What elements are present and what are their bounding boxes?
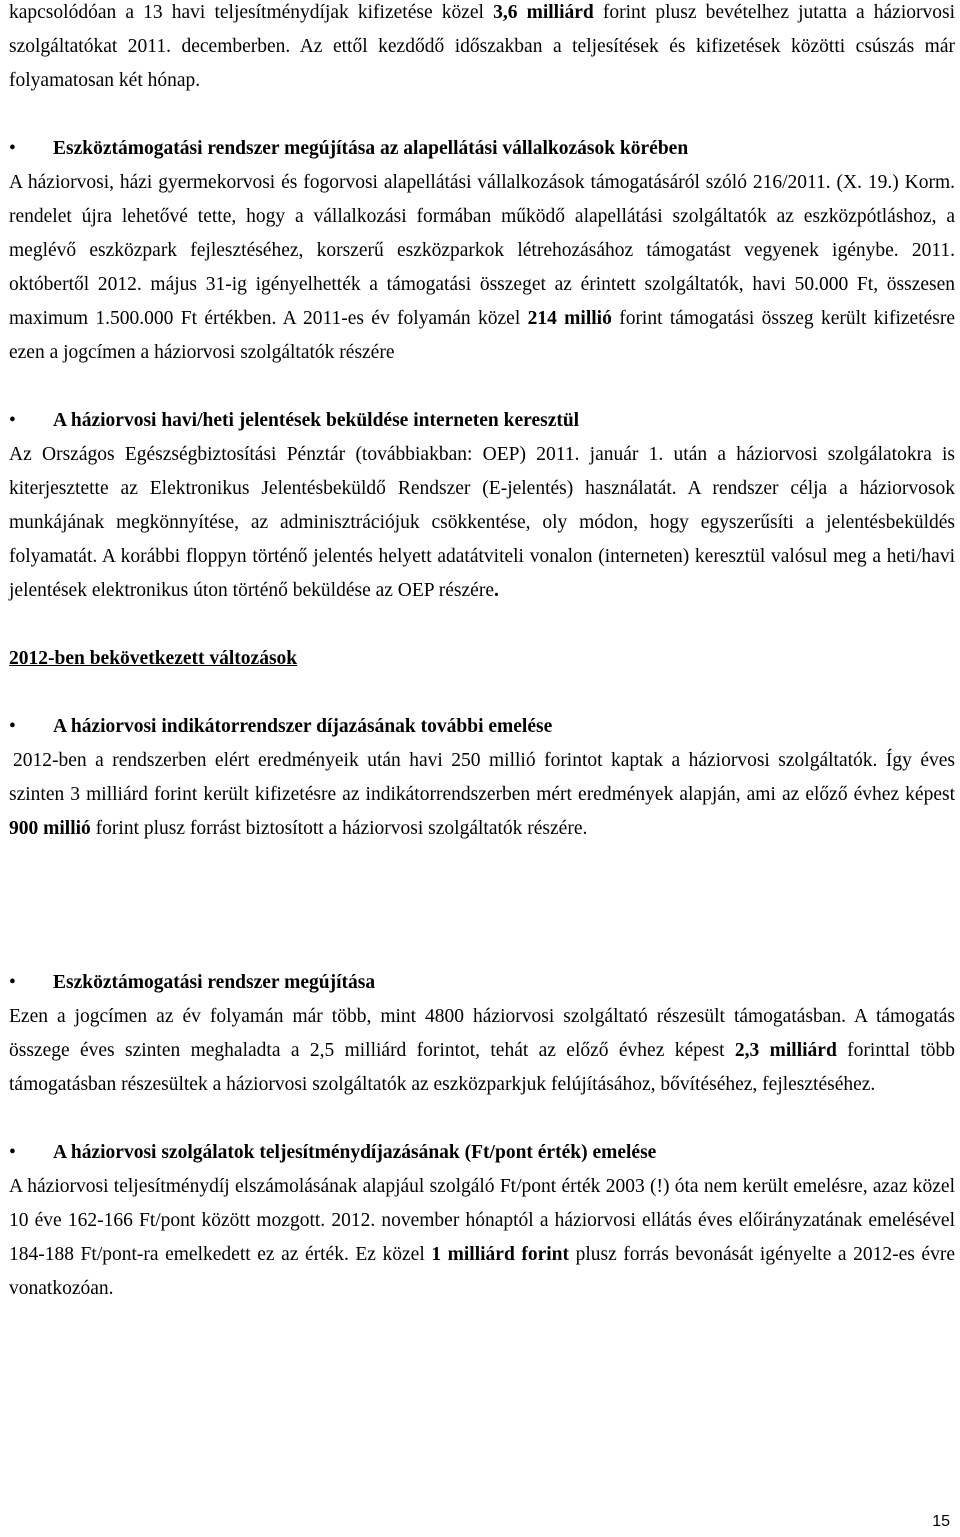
paragraph-bold: 214 millió: [527, 308, 612, 329]
paragraph-bold: 1 milliárd forint: [431, 1244, 570, 1265]
section-paragraph: [9, 744, 955, 846]
heading-text: A háziorvosi havi/heti jelentések beküldése interneten keresztül: [53, 410, 580, 431]
bullet-icon: •: [9, 410, 16, 431]
page-number: 15: [932, 1513, 950, 1530]
bullet-icon: •: [9, 972, 16, 993]
document-page: [9, 0, 955, 1306]
section-e-jelentes: [9, 404, 955, 608]
paragraph-text: A háziorvosi, házi gyermekorvosi és fogorvosi alapellátási vállalkozások támogatásáról szóló 216/2011. (X. 19.) Korm. rendelet újra lehetővé tette, hogy a vállalkozási formában működő alapellátási szolgáltatók az eszközpótláshoz, a meglévő eszközpark fejlesztéséhez, korszerű eszközparkok létrehozásához támogatást vegyenek igénybe. 2011. októbertől 2012. május 31-ig igényelhették a támogatási összeget az érintett szolgáltatók, havi 50.000 Ft, összesen maximum 1.500.000 Ft értékben. A 2011-es év folyamán közel: [9, 172, 955, 329]
section-indikator: [9, 710, 955, 846]
paragraph-text-rest: plusz forrás bevonását igényelte a 2012-es évre vonatkozóan.: [9, 1244, 955, 1299]
heading-text: Eszköztámogatási rendszer megújítása: [53, 972, 376, 993]
bullet-icon: •: [9, 716, 16, 737]
section-heading: [9, 1136, 955, 1170]
section-eszkoztamogatas-2011: [9, 132, 955, 370]
paragraph-text: Az Országos Egészségbiztosítási Pénztár (továbbiakban: OEP) 2011. január 1. után a háziorvosi szolgálatokra is kiterjesztette az Elektronikus Jelentésbeküldő Rendszer (E-jelentés) használatát. A rendszer célja a háziorvosok munkájának megkönnyítése, az adminisztrációjuk csökkentése, oly módon, hogy egyszerűsíti a jelentésbeküldés folyamatát. A korábbi floppyn történő jelentés helyett adatátviteli vonalon (interneten) keresztül valósul meg a heti/havi jelentések elektronikus úton történő beküldése az OEP részére: [9, 444, 955, 601]
section-paragraph: [9, 1000, 955, 1102]
intro-rest: forint plusz bevételhez jutatta a háziorvosi szolgáltatókat 2011. decemberben. Az ettől kezdődő időszakban a teljesítések és kifizetések közötti csúszás már folyamatosan két hónap.: [9, 2, 955, 91]
bullet-icon: •: [9, 138, 16, 159]
paragraph-text-rest: forinttal több támogatásban részesültek a háziorvosi szolgáltatók az eszközparkjuk felújításához, bővítéséhez, fejlesztéséhez.: [9, 1040, 956, 1095]
paragraph-text: 2012-ben a rendszerben elért eredményeik után havi 250 millió forintot kaptak a háziorvosi szolgáltatók. Így éves szinten 3 milliárd forint került kifizetésre az indikátorrendszerben mért eredmények alapján, ami az előző évhez képest: [9, 750, 955, 805]
heading-text: A háziorvosi szolgálatok teljesítménydíjazásának (Ft/pont érték) emelése: [53, 1142, 657, 1163]
section-heading: [9, 710, 955, 744]
paragraph-text-rest: forint támogatási összeg került kifizetésre ezen a jogcímen a háziorvosi szolgáltatók részére: [9, 308, 956, 363]
section-ft-pont: [9, 1136, 955, 1306]
paragraph-text: A háziorvosi teljesítménydíj elszámolásának alapjául szolgáló Ft/pont érték 2003 (!) óta nem került emelésre, azaz közel 10 éve 162-166 Ft/pont között mozgott. 2012. november hónaptól a háziorvosi ellátás éves előirányzatának emelésével 184-188 Ft/pont-ra emelkedett ez az érték. Ez közel: [9, 1176, 955, 1265]
paragraph-bold: .: [493, 580, 499, 601]
section-eszkoztamogatas-2012: [9, 966, 955, 1102]
paragraph-text-rest: forint plusz forrást biztosított a háziorvosi szolgáltatók részére.: [90, 818, 588, 839]
section-paragraph: [9, 166, 955, 370]
section-title-2012: 2012-ben bekövetkezett változások: [9, 648, 298, 669]
section-heading: [9, 404, 955, 438]
paragraph-bold: 2,3 milliárd: [734, 1040, 837, 1061]
section-paragraph: [9, 438, 955, 608]
paragraph-text: Ezen a jogcímen az év folyamán már több, mint 4800 háziorvosi szolgáltató részesült támogatásban. A támogatás összege éves szinten meghaladta a 2,5 milliárd forintot, tehát az előző évhez képest: [9, 1006, 955, 1061]
bullet-icon: •: [9, 1142, 16, 1163]
section-heading: [9, 132, 955, 166]
paragraph-bold: 900 millió: [9, 818, 91, 839]
intro-text: kapcsolódóan a 13 havi teljesítménydíjak kifizetése közel: [9, 2, 494, 23]
intro-bold: 3,6 milliárd: [493, 2, 594, 23]
intro-paragraph: [9, 0, 955, 98]
section-heading: [9, 966, 955, 1000]
heading-text: A háziorvosi indikátorrendszer díjazásának további emelése: [53, 716, 553, 737]
heading-text: Eszköztámogatási rendszer megújítása az alapellátási vállalkozások körében: [53, 138, 689, 159]
section-paragraph: [9, 1170, 955, 1306]
